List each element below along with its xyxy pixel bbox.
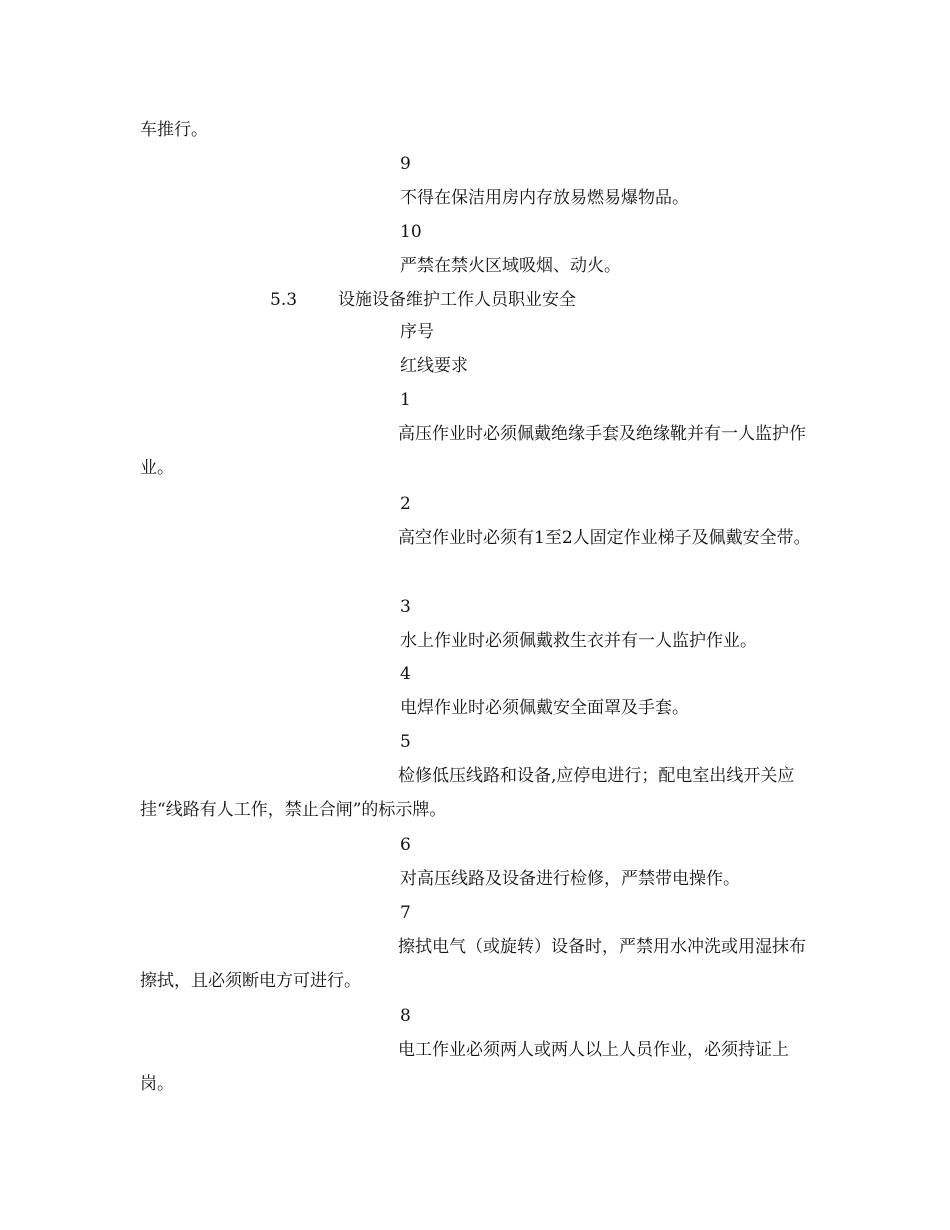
item-text: 对高压线路及设备进行检修，严禁带电操作。 [400, 869, 740, 889]
item-number: 8 [400, 1006, 411, 1026]
item-text: 高空作业时必须有1至2人固定作业梯子及佩戴安全带。 [398, 528, 811, 548]
item-number: 6 [400, 835, 411, 855]
section-title: 设施设备维护工作人员职业安全 [338, 290, 576, 310]
item-text: 严禁在禁火区域吸烟、动火。 [400, 256, 621, 276]
item-text: 电焊作业时必须佩戴安全面罩及手套。 [400, 698, 689, 718]
table-header-serial: 序号 [400, 322, 434, 342]
item-text: 水上作业时必须佩戴救生衣并有一人监护作业。 [400, 631, 757, 651]
item-text: 擦拭电气（或旋转）设备时，严禁用水冲洗或用湿抹布擦拭，且必须断电方可进行。 [140, 937, 806, 991]
table-header-requirement: 红线要求 [400, 356, 468, 376]
item-number: 4 [400, 664, 411, 684]
item-text: 高压作业时必须佩戴绝缘手套及绝缘靴并有一人监护作业。 [140, 424, 806, 478]
item-number: 3 [400, 597, 411, 617]
item-number: 7 [400, 903, 411, 923]
item-text: 电工作业必须两人或两人以上人员作业，必须持证上岗。 [140, 1040, 789, 1094]
continuation-text: 车推行。 [140, 120, 208, 140]
item-text: 检修低压线路和设备,应停电进行；配电室出线开关应挂“线路有人工作，禁止合闸”的标示牌。 [140, 766, 795, 820]
item-number: 2 [400, 494, 411, 514]
item-number: 5 [400, 732, 411, 752]
item-number: 10 [400, 222, 422, 242]
item-text: 不得在保洁用房内存放易燃易爆物品。 [400, 188, 689, 208]
item-number: 1 [400, 390, 411, 410]
item-number: 9 [400, 154, 411, 174]
section-number: 5.3 [270, 290, 298, 310]
